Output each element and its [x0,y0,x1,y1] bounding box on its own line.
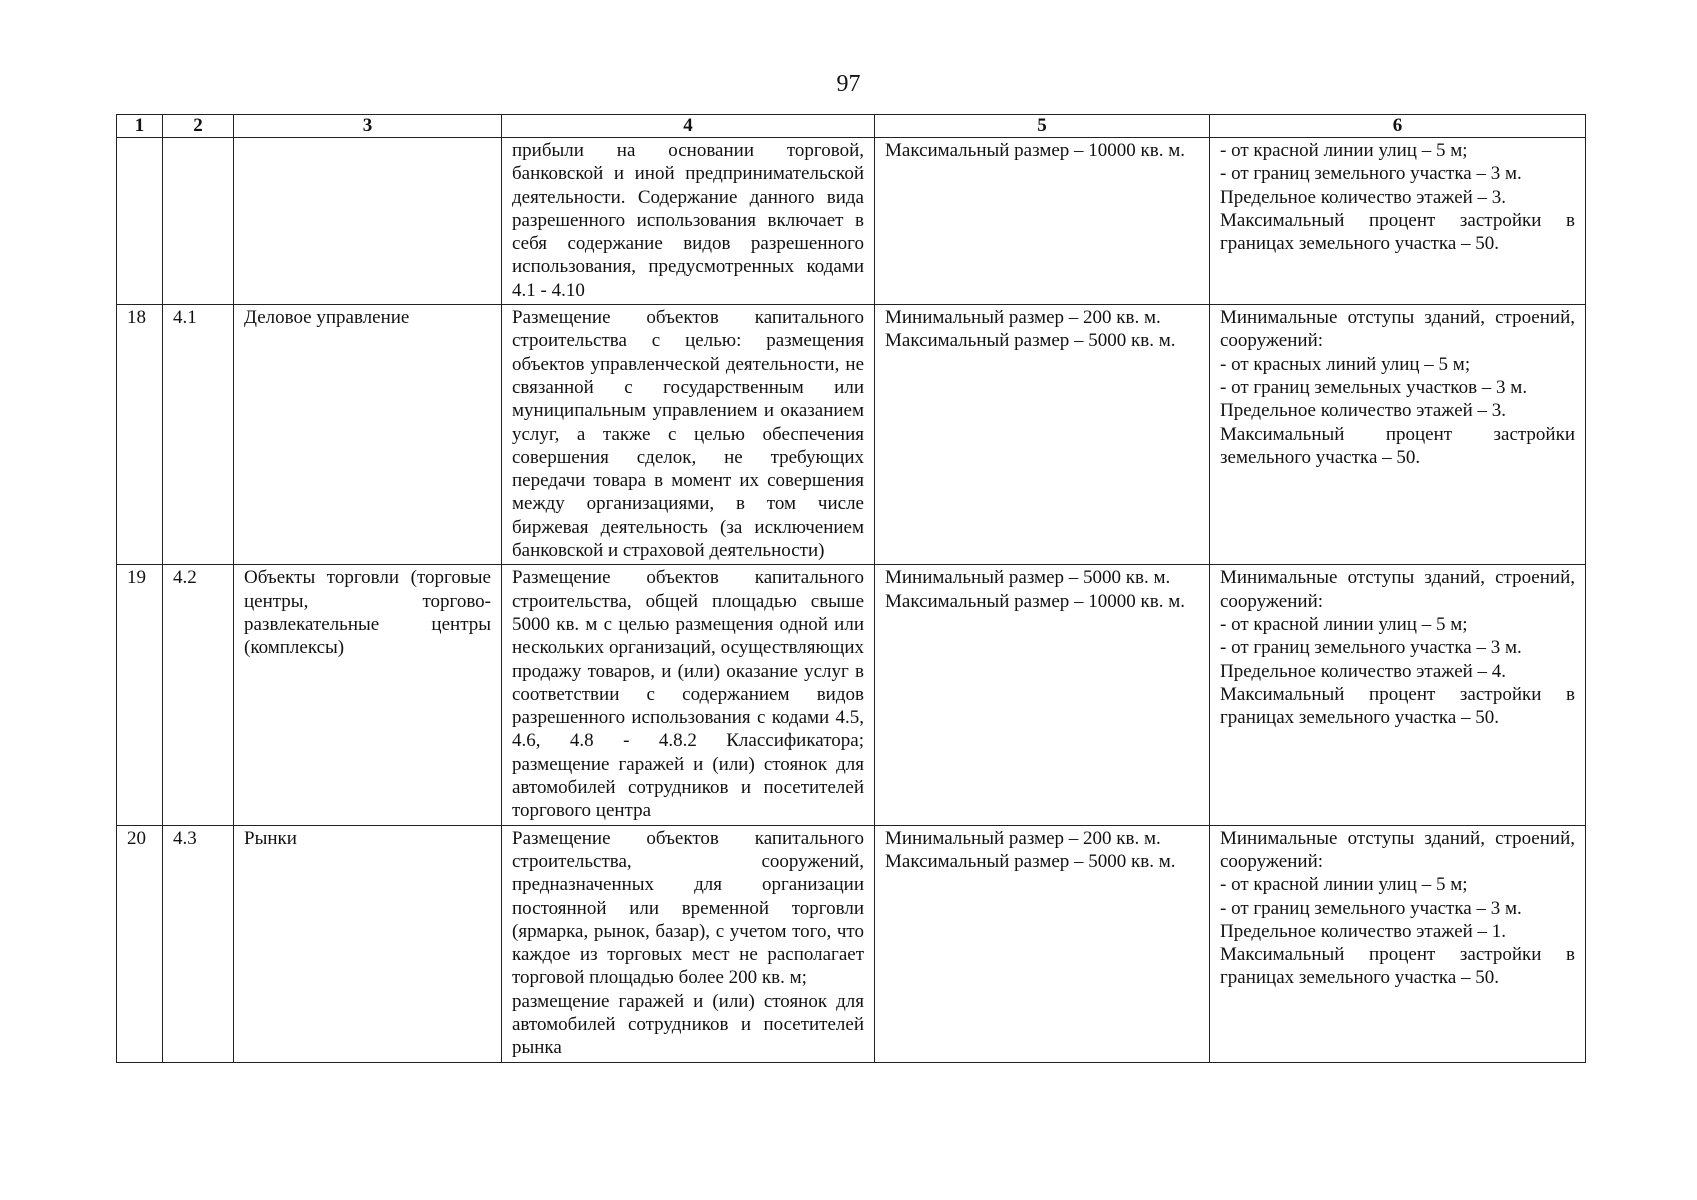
param-line: Предельное количество этажей – 4. [1220,660,1507,682]
size-line: Максимальный размер – 5000 кв. м. [885,850,1176,872]
param-line: Максимальный процент застройки в границах земельного участка – 50. [1220,944,1575,989]
header-col-2: 2 [163,115,234,138]
row-number [117,138,163,305]
row-size [875,138,1210,305]
param-line: Предельное количество этажей – 3. [1220,400,1507,422]
row-code [163,138,234,305]
param-line: - от красной линии улиц – 5 м; [1220,874,1468,896]
size-line: Минимальный размер – 200 кв. м. [885,827,1161,849]
header-col-3: 3 [234,115,502,138]
size-line: Минимальный размер – 5000 кв. м. [885,567,1171,589]
param-line: Предельное количество этажей – 1. [1220,920,1507,942]
row-number: 19 [117,565,163,825]
row-description [502,825,875,1062]
param-line: Максимальный процент застройки земельного участка – 50. [1220,423,1575,468]
size-line: Максимальный размер – 10000 кв. м. [885,140,1186,161]
param-line: - от границ земельного участка – 3 м. [1220,163,1522,185]
row-size [875,305,1210,565]
description-paragraph: Размещение объектов капитального строительства, сооружений, предназначенных для организации постоянной или временной торговли (ярмарка, рынок, базар), с учетом того, что каждое из торговых мест не располагает торговой площадью более 200 кв. м; [512,827,864,989]
row-description: Размещение объектов капитального строительства с целью: размещения объектов управленческой деятельности, не связанной с государственным или муниципальным управлением и оказанием услуг, а также с целью обеспечения совершения сделок, не требующих передачи товара в момент их совершения между организациями, в том числе биржевая деятельность (за исключением банковской и страховой деятельности) [502,305,875,565]
param-line: - от границ земельного участка – 3 м. [1220,637,1522,659]
row-name [234,138,502,305]
row-name: Объекты торговли (торговые центры, торгово-развлекательные центры (комплексы) [234,565,502,825]
row-code: 4.2 [163,565,234,825]
param-line: Минимальные отступы зданий, строений, сооружений: [1220,827,1575,872]
row-description: прибыли на основании торговой, банковской и иной предпринимательской деятельности. Содержание данного вида разрешенного использования включает в себя содержание видов разрешенного использования, предусмотренных кодами 4.1 - 4.10 [502,138,875,305]
param-line: - от красной линии улиц – 5 м; [1220,140,1468,161]
param-line: Минимальные отступы зданий, строений, сооружений: [1220,307,1575,352]
param-line: Предельное количество этажей – 3. [1220,186,1507,208]
row-size [875,825,1210,1062]
size-line: Максимальный размер – 10000 кв. м. [885,590,1186,612]
row-number: 18 [117,305,163,565]
row-params [1210,565,1586,825]
row-size [875,565,1210,825]
header-col-4: 4 [502,115,875,138]
table-row [117,305,1586,565]
row-params [1210,825,1586,1062]
page-number: 97 [836,71,861,97]
size-line: Минимальный размер – 200 кв. м. [885,307,1161,329]
header-col-6: 6 [1210,115,1586,138]
size-line: Максимальный размер – 5000 кв. м. [885,330,1176,352]
row-name: Рынки [234,825,502,1062]
param-line: - от границ земельных участков – 3 м. [1220,376,1528,398]
row-params [1210,305,1586,565]
table-row [117,825,1586,1062]
zoning-table [116,114,1586,1063]
description-paragraph: размещение гаражей и (или) стоянок для автомобилей сотрудников и посетителей рынка [512,990,864,1059]
param-line: Максимальный процент застройки в границах земельного участка – 50. [1220,683,1575,729]
header-row [117,115,1586,138]
row-name: Деловое управление [234,305,502,565]
param-line: Минимальные отступы зданий, строений, сооружений: [1220,567,1575,612]
param-line: - от красной линии улиц – 5 м; [1220,613,1468,635]
param-line: - от красных линий улиц – 5 м; [1220,353,1471,375]
row-code: 4.3 [163,825,234,1062]
param-line: Максимальный процент застройки в границах земельного участка – 50. [1220,209,1575,255]
row-description: Размещение объектов капитального строительства, общей площадью свыше 5000 кв. м с целью размещения одной или нескольких организаций, осуществляющих продажу товаров, и (или) оказание услуг в соответствии с содержанием видов разрешенного использования с кодами 4.5, 4.6, 4.8 - 4.8.2 Классификатора; размещение гаражей и (или) стоянок для автомобилей сотрудников и посетителей торгового центра [502,565,875,825]
header-col-1: 1 [117,115,163,138]
row-params [1210,138,1586,305]
row-code: 4.1 [163,305,234,565]
param-line: - от границ земельного участка – 3 м. [1220,897,1522,919]
table-row [117,138,1586,305]
header-col-5: 5 [875,115,1210,138]
table-row [117,565,1586,825]
row-number: 20 [117,825,163,1062]
